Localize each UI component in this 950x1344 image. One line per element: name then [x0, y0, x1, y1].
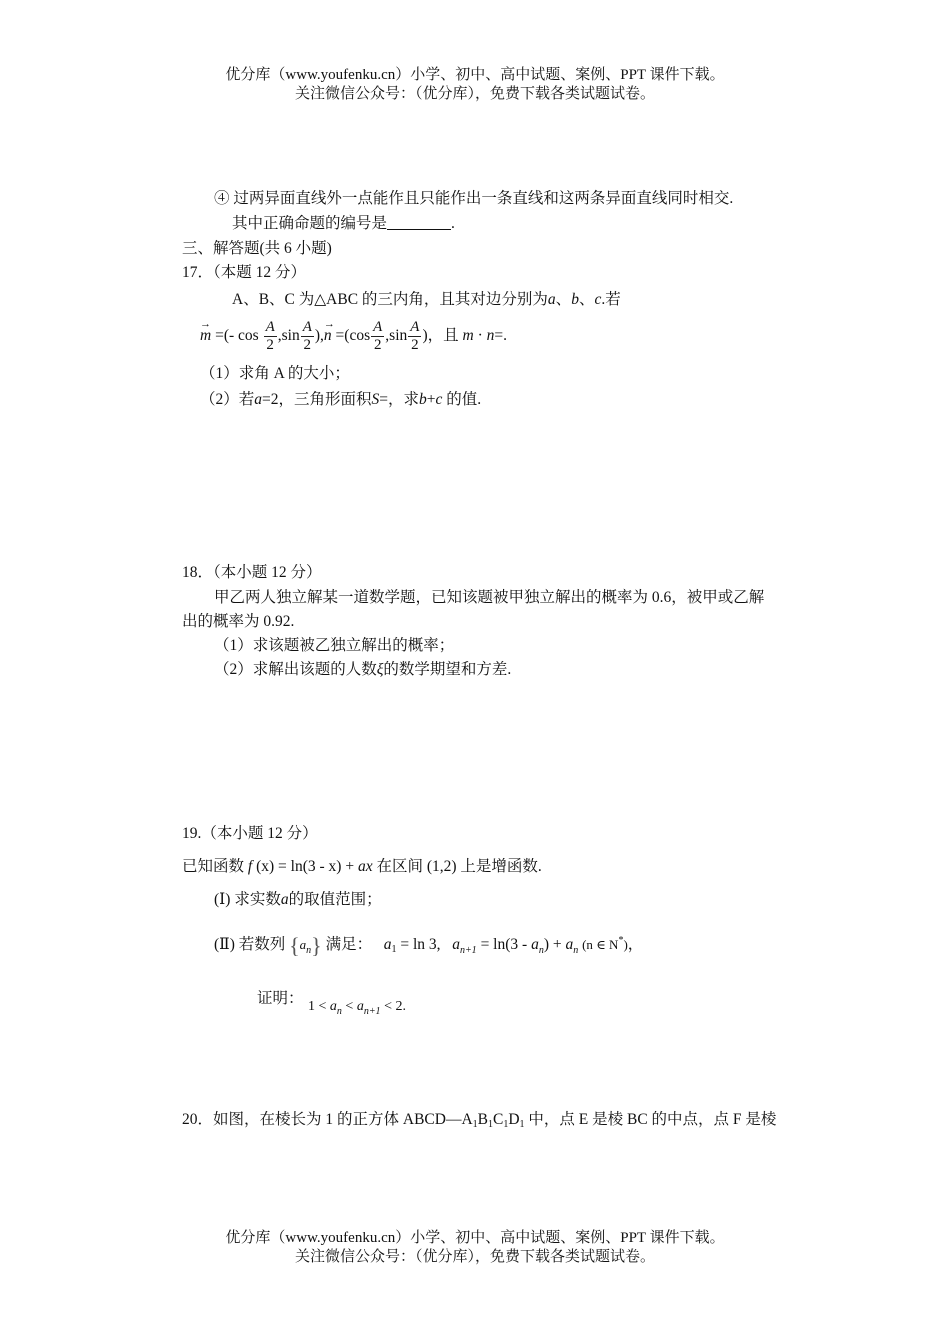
q18-number: 18．（本小题 12 分） [182, 564, 322, 581]
q20-text [182, 1109, 776, 1136]
statement-4: ④ 过两异面直线外一点能作且只能作出一条直线和这两条异面直线同时相交. [214, 190, 734, 207]
page-header-line2: 关注微信公众号：（优分库），免费下载各类试题试卷。 [294, 86, 655, 102]
page-header-line1: 优分库（www.youfenku.cn）小学、初中、高中试题、案例、PPT 课件下载。 [225, 67, 725, 83]
ineq-end: . [402, 999, 406, 1014]
q17-part2-d: 的值. [442, 391, 482, 408]
func-arg: (x) [252, 858, 275, 875]
q19-part2-b: 满足： [325, 936, 373, 953]
page-footer-line1: 优分库（www.youfenku.cn）小学、初中、高中试题、案例、PPT 课件下载。 [225, 1230, 725, 1246]
var-a: a [254, 391, 263, 408]
var-c: c [435, 391, 443, 408]
seq-an: a [531, 936, 539, 953]
sep: 、 [555, 291, 572, 308]
q18-part2-a: （2）求解出该题的人数 [214, 661, 377, 678]
answer-suffix: . [451, 215, 455, 232]
var-s: S [371, 391, 380, 408]
answer-blank [387, 215, 451, 230]
q19-part1-b: 的取值范围； [288, 891, 382, 908]
q17-part2-c: =，求 [379, 391, 420, 408]
page-footer-line2: 关注微信公众号：（优分库），免费下载各类试题试卷。 [294, 1249, 655, 1265]
vector-n: → n [324, 316, 332, 356]
seq-an1: a [452, 936, 460, 953]
q19-part2-a: (Ⅱ) 若数列 [214, 936, 286, 953]
var-a: a [547, 291, 556, 308]
ineq-c: < 2 [380, 999, 403, 1014]
sub-n: n [538, 945, 544, 956]
comma-sin: ,sin [385, 327, 408, 344]
q18-part2 [214, 659, 511, 681]
brace-right: } [311, 933, 322, 958]
dot-operator: · [477, 327, 483, 344]
plus: + [426, 391, 436, 408]
vertex-c: C [492, 1111, 504, 1128]
vertex-b: B [477, 1111, 488, 1128]
m-term: m [462, 327, 474, 344]
q19-part2 [214, 930, 643, 962]
fraction-a-over-2 [301, 319, 314, 354]
frac-den: 2 [303, 336, 312, 353]
sub-1: 1 [503, 1119, 509, 1130]
ineq-a: 1 < [308, 999, 330, 1014]
paren-close: ) [314, 327, 321, 344]
q17-vectors: → m =(- cos $\frac{A}{2}$ ,sin $\frac{A}{2}$ ),→ n =(cos $\frac{A}{2}$ ,sin $\frac{A}{2}$ )，且 m · n=. [200, 316, 507, 356]
seq-an1: a [356, 999, 364, 1014]
rec-body: = ln(3 - [476, 936, 532, 953]
q17-number: 17．（本题 12 分） [182, 264, 307, 281]
seq-a: a [299, 937, 307, 952]
q17-eq1: =(- cos [211, 327, 259, 344]
brace-left: { [289, 933, 300, 958]
sub-n1: n+1 [459, 945, 477, 956]
seq-an: a [329, 999, 337, 1014]
sub-1: 1 [519, 1119, 525, 1130]
q19-given-b: 在区间 (1,2) 上是增函数. [372, 858, 542, 875]
frac-num: A [265, 318, 275, 335]
comma-sin: ,sin [277, 327, 300, 344]
fraction-a-over-2 [408, 319, 421, 354]
rec-domain: (n ∈ N [582, 937, 619, 952]
paren-close: ) [422, 327, 428, 344]
answer-line [232, 213, 455, 235]
sub-n: n [336, 1006, 342, 1017]
q19-number: 19.（本小题 12 分） [182, 825, 318, 842]
answer-prefix: 其中正确命题的编号是 [232, 215, 388, 232]
q19-part1 [214, 889, 382, 911]
q17-part2-b: =2，三角形面积 [262, 391, 372, 408]
sub-1: 1 [472, 1119, 478, 1130]
ineq-b: < [341, 999, 357, 1014]
fraction-a-over-2 [371, 319, 384, 354]
sub-n: n [573, 945, 579, 956]
rec-plus: ) + [543, 936, 566, 953]
q17-eq2: =(cos [331, 327, 371, 344]
q17-intro [232, 289, 621, 311]
seq-a1: a [383, 936, 392, 953]
var-a: a [280, 891, 289, 908]
sep: 、 [578, 291, 595, 308]
q17-intro-text: A、B、C 为△ABC 的三内角，且其对边分别为 [232, 291, 548, 308]
q19-given-a: 已知函数 [182, 858, 248, 875]
tail-comma: ， [627, 936, 644, 953]
seq-index: n [306, 945, 312, 956]
fraction-a-over-2 [264, 319, 277, 354]
q17-part2-a: （2）若 [200, 391, 255, 408]
vector-m: → m [200, 316, 211, 356]
q18-line2: 出的概率为 0.92. [182, 613, 295, 630]
q19-proof-label: 证明： [257, 990, 304, 1007]
rec-ln3: = ln 3, [396, 936, 441, 953]
q18-line1: 甲乙两人独立解某一道数学题，已知该题被甲独立解出的概率为 0.6，被甲或乙解 [214, 589, 765, 606]
vertex-d: D [508, 1111, 520, 1128]
var-b: b [419, 391, 427, 408]
q19-given [182, 856, 542, 878]
rec-domain-end: ) [623, 937, 628, 952]
section-title: 三、解答题(共 6 小题) [182, 240, 332, 257]
frac-num: A [302, 318, 312, 335]
func-body: = ln(3 - x) + [274, 858, 358, 875]
var-b: b [571, 291, 579, 308]
q17-part2 [200, 389, 481, 411]
q17-tail: =. [494, 327, 507, 344]
seq-an: a [565, 936, 574, 953]
func-f: f [247, 858, 253, 875]
q17-ruo: .若 [601, 291, 621, 308]
sub-1: 1 [487, 1119, 493, 1130]
q19-part1-a: (Ⅰ) 求实数 [214, 891, 281, 908]
frac-den: 2 [266, 336, 274, 353]
frac-den: 2 [373, 336, 382, 353]
sup-star: * [618, 935, 624, 946]
q20-text-a: 20．如图，在棱长为 1 的正方体 ABCD—A [182, 1111, 473, 1128]
term-ax: ax [357, 858, 373, 875]
q20-text-b: 中，点 E 是棱 BC 的中点，点 F 是棱 [524, 1111, 777, 1128]
frac-num: A [373, 318, 383, 335]
q17-and: ，且 [427, 327, 459, 344]
sub-1: 1 [391, 944, 397, 955]
sub-n1: n+1 [363, 1006, 381, 1017]
q18-part2-b: 的数学期望和方差. [383, 661, 512, 678]
frac-den: 2 [411, 336, 419, 353]
n-term: n [486, 327, 495, 344]
q18-part1: （1）求该题被乙独立解出的概率； [214, 637, 455, 654]
q19-inequality [308, 996, 406, 1023]
var-xi: ξ [376, 661, 384, 678]
frac-num: A [410, 318, 420, 335]
q17-part1: （1）求角 A 的大小； [200, 365, 350, 382]
var-c: c [594, 291, 602, 308]
